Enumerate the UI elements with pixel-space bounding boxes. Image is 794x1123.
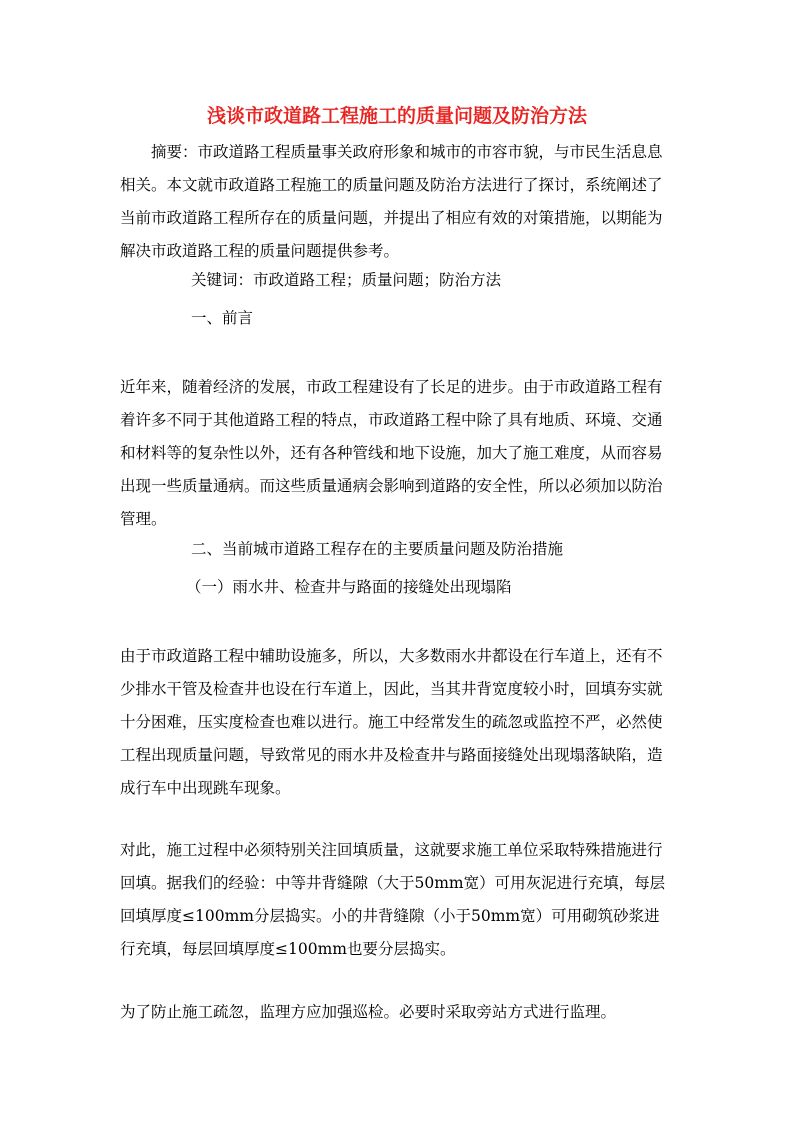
section-heading-intro: 一、前言	[191, 309, 254, 327]
body-paragraph-supervision: 为了防止施工疏忽，监理方应加强巡检。必要时采取旁站方式进行监理。	[120, 1003, 617, 1021]
subsection-heading-manhole-collapse: （一）雨水井、检查井与路面的接缝处出现塌陷	[186, 578, 512, 596]
body-paragraph-cause: 由于市政道路工程中辅助设施多，所以，大多数雨水井都设在行车道上，还有不少排水干管及检查井也设在行车道上，因此，当其井背宽度较小时，回填夯实就十分困难，压实度检查也难以进行。施工中经常发生的疏忽或监控不严，必然使工程出现质量问题，导致常见的雨水井及检查井与路面接缝处出现塌落缺陷，造成行车中出现跳车现象。	[120, 647, 663, 797]
abstract-paragraph: 摘要：市政道路工程质量事关政府形象和城市的市容市貌，与市民生活息息相关。本文就市政道路工程施工的质量问题及防治方法进行了探讨，系统阐述了当前市政道路工程所存在的质量问题，并提出了相应有效的对策措施，以期能为解决市政道路工程的质量问题提供参考。	[120, 143, 663, 260]
body-paragraph-measures: 对此，施工过程中必须特别关注回填质量，这就要求施工单位采取特殊措施进行回填。据我们的经验：中等井背缝隙（大于50mm宽）可用灰泥进行充填，每层回填厚度≤100mm分层捣实。小的井背缝隙（小于50mm宽）可用砌筑砂浆进行充填，每层回填厚度≤100mm也要分层捣实。	[120, 841, 666, 958]
document-title: 浅谈市政道路工程施工的质量问题及防治方法	[206, 105, 587, 127]
keywords-line: 关键词：市政道路工程；质量问题；防治方法	[191, 271, 502, 289]
intro-paragraph: 近年来，随着经济的发展，市政工程建设有了长足的进步。由于市政道路工程有着许多不同于其他道路工程的特点，市政道路工程中除了具有地质、环境、交通和材料等的复杂性以外，还有各种管线和地下设施，加大了施工难度，从而容易出现一些质量通病。而这些质量通病会影响到道路的安全性，所以必须加以防治管理。	[120, 378, 663, 528]
section-heading-quality-issues: 二、当前城市道路工程存在的主要质量问题及防治措施	[191, 540, 564, 558]
